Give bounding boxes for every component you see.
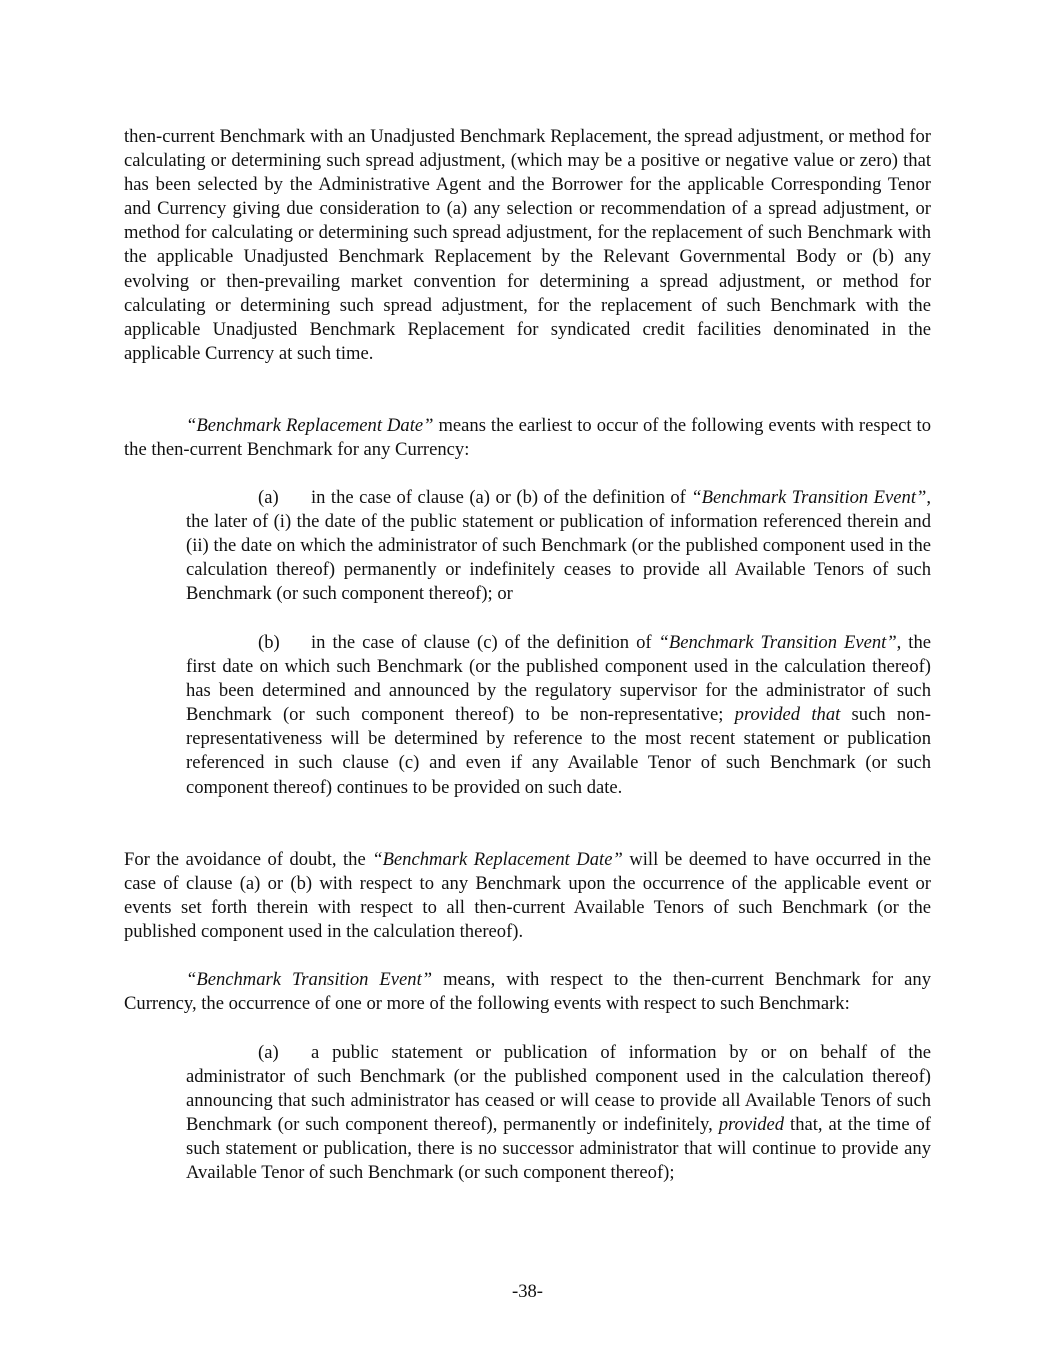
clause-text: in the case of clause (c) of the definition of [311,632,659,653]
clause-b [186,631,931,800]
clause-text: , the later of (i) the date of the public statement or publication of information referenced therein and (ii) the date on which the administrator of such Benchmark (or the published component used in the calculation thereof) permanently or indefinitely ceases to provide all Available Tenors of such Benchmark (or such component thereof); or [186,487,931,605]
definition-benchmark-replacement-date [124,414,931,462]
clause-text: a public statement or publication of information by or on behalf of the administrator of such Benchmark (or the published component used in the calculation thereof) announcing that such administrator has ceased or will cease to provide all Available Tenors of such Benchmark (or such component thereof), permanently or indefinitely, [186,1042,931,1136]
defined-term: “Benchmark Transition Event” [691,487,927,508]
page-number: -38- [512,1281,543,1302]
clause-label: (a) [258,1042,279,1063]
clause-a [186,1041,931,1186]
defined-term: “Benchmark Transition Event” [658,632,897,653]
paragraph-avoidance-of-doubt [124,848,931,944]
defined-term: “Benchmark Replacement Date” [186,415,434,436]
emphasis: provided [718,1114,785,1136]
paragraph-text: For the avoidance of doubt, the [124,849,373,870]
clause-text: that, at the time of such statement or publication, there is no successor administrator that will continue to provide any Available Tenor of such Benchmark (or such component thereof); [186,1114,931,1184]
clause-text: in the case of clause (a) or (b) of the definition of [311,487,692,508]
emphasis: provided that [734,704,841,726]
clause-text: such non-representativeness will be determined by reference to the most recent statement or publication referenced in such clause (c) and even if any Available Tenor of such Benchmark (or such component thereof) continues to be provided on such date. [186,704,931,798]
defined-term: “Benchmark Transition Event” [186,969,433,990]
definition-text: means the earliest to occur of the following events with respect to the then-current Benchmark for any Currency: [124,415,931,461]
definition-text: means, with respect to the then-current Benchmark for any Currency, the occurrence of one or more of the following events with respect to such Benchmark: [124,969,931,1015]
clause-a [186,486,931,606]
defined-term: “Benchmark Replacement Date” [372,849,623,870]
clause-label: (a) [258,487,279,508]
clause-label: (b) [258,632,280,653]
paragraph-text: will be deemed to have occurred in the case of clause (a) or (b) with respect to any Benchmark upon the occurrence of the applicable event or events set forth therein with respect to all then-current Available Tenors of such Benchmark (or the published component used in the calculation thereof). [124,849,932,943]
definition-benchmark-transition-event [124,968,931,1016]
clause-text: , the first date on which such Benchmark (or the published component used in the calculation thereof) has been determined and announced by the regulatory supervisor for the administrator of such Benchmark (or such component thereof) to be non-representative; [186,632,931,726]
paragraph-spread-adjustment: then-current Benchmark with an Unadjusted Benchmark Replacement, the spread adjustment, or method for calculating or determining such spread adjustment, (which may be a positive or negative value or zero) that has been selected by the Administrative Agent and the Borrower for the applicable Corresponding Tenor and Currency giving due consideration to (a) any selection or recommendation of a spread adjustment, or method for calculating or determining such spread adjustment, for the replacement of such Benchmark with the applicable Unadjusted Benchmark Replacement by the Relevant Governmental Body or (b) any evolving or then-prevailing market convention for determining a spread adjustment, or method for calculating or determining such spread adjustment, for the replacement of such Benchmark with the applicable Unadjusted Benchmark Replacement for syndicated credit facilities denominated in the applicable Currency at such time. [124,126,931,364]
